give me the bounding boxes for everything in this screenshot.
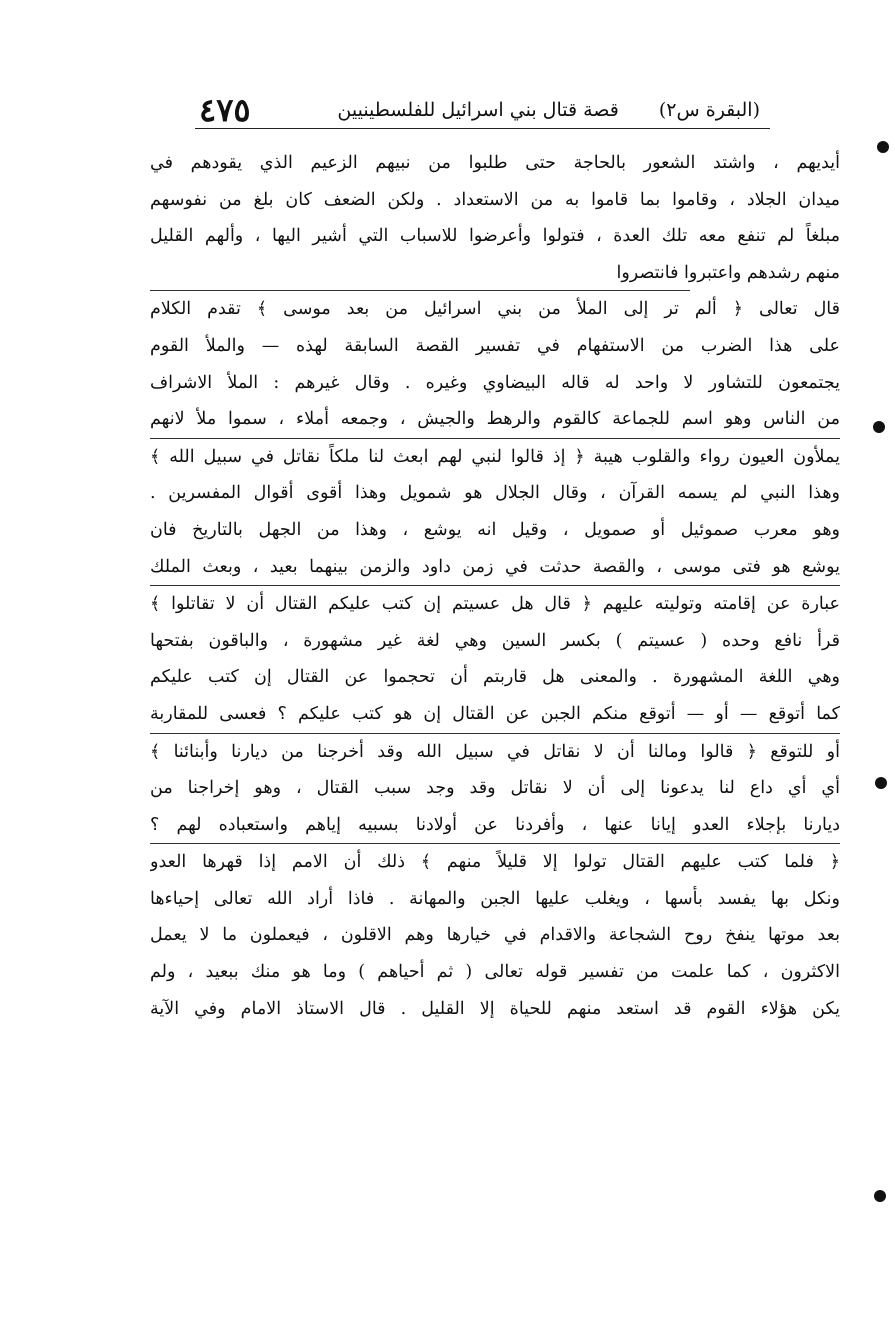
running-title: قصة قتال بني اسرائيل للفلسطينيين bbox=[337, 99, 619, 121]
text-line: وهذا النبي لم يسمه القرآن ، وقال الجلال هو شمويل وهذا أقوى أقوال المفسرين . bbox=[150, 483, 840, 504]
page-number: ٤٧٥ bbox=[199, 91, 251, 129]
text-line: أي أي داع لنا يدعونا إلى أن لا نقاتل وقد وجد سبب القتال ، وهو إخراجنا من bbox=[150, 778, 840, 799]
text-line: مبلغاً لم تنفع معه تلك العدة ، فتولوا وأعرضوا للاسباب التي أشير اليها ، وألهم القليل bbox=[150, 226, 840, 247]
text-line: ميدان الجلاد ، وقاموا بما قاموا به من الاستعداد . ولكن الضعف كان بلغ من نفوسهم bbox=[150, 189, 840, 210]
text-line: يجتمعون للتشاور لا واحد له قاله البيضاوي وغيره . وقال غيرهم : الملأ الاشراف bbox=[150, 372, 840, 393]
page-body bbox=[150, 145, 840, 1027]
text-line: يملأون العيون رواء والقلوب هيبة ﴿ إذ قالوا لنبي لهم ابعث لنا ملكاً نقاتل في سبيل الله ﴾ bbox=[150, 446, 840, 467]
text-line: منهم رشدهم واعتبروا فانتصروا bbox=[150, 255, 840, 292]
text-line: قرأ نافع وحده ( عسيتم ) بكسر السين وهي لغة غير مشهورة ، والباقون بفتحها bbox=[150, 630, 840, 651]
text-line: قال تعالى ﴿ ألم تر إلى الملأ من بني اسرائيل من بعد موسى ﴾ تقدم الكلام bbox=[150, 299, 840, 320]
text-line: أيديهم ، واشتد الشعور بالحاجة حتى طلبوا من نبيهم الزعيم الذي يقودهم في bbox=[150, 153, 840, 173]
binding-hole-mark bbox=[875, 777, 887, 789]
chapter-reference: (البقرة س٢) bbox=[658, 99, 760, 121]
binding-hole-mark bbox=[873, 421, 885, 433]
text-line: أو للتوقع ﴿ قالوا ومالنا أن لا نقاتل في سبيل الله وقد أخرجنا من ديارنا وأبنائنا ﴾ bbox=[150, 741, 840, 762]
running-header bbox=[195, 92, 770, 129]
text-line: وهي اللغة المشهورة . والمعنى هل قاربتم أن تحجموا عن القتال إن كتب عليكم bbox=[150, 667, 840, 688]
text-line: وهو معرب صموئيل أو صمويل ، وقيل انه يوشع ، وهذا من الجهل بالتاريخ فان bbox=[150, 519, 840, 540]
text-line: يكن هؤلاء القوم قد استعد منهم للحياة إلا القليل . قال الاستاذ الامام وفي الآية bbox=[150, 998, 840, 1019]
binding-hole-mark bbox=[877, 141, 889, 153]
text-line: يوشع هو فتى موسى ، والقصة حدثت في زمن داود والزمن بينهما بعيد ، وبعث الملك bbox=[150, 549, 840, 587]
text-line: كما أتوقع — أو — أتوقع منكم الجبن عن القتال إن هو كتب عليكم ؟ فعسى للمقاربة bbox=[150, 696, 840, 734]
text-line: ديارنا بإجلاء العدو إيانا عنها ، وأفردنا عن أولادنا بسبيه إياهم واستعباده لهم ؟ bbox=[150, 807, 840, 845]
binding-hole-mark bbox=[874, 1190, 886, 1202]
text-line: الاكثرون ، كما علمت من تفسير قوله تعالى ( ثم أحياهم ) وما هو منك ببعيد ، ولم bbox=[150, 962, 840, 983]
text-line: ﴿ فلما كتب عليهم القتال تولوا إلا قليلاً منهم ﴾ ذلك أن الامم إذا قهرها العدو bbox=[150, 852, 840, 873]
text-line: عبارة عن إقامته وتوليته عليهم ﴿ قال هل عسيتم إن كتب عليكم القتال أن لا تقاتلوا ﴾ bbox=[150, 594, 840, 615]
text-line: من الناس وهو اسم للجماعة كالقوم والرهط والجيش ، وجمعه أملاء ، سموا ملأ لانهم bbox=[150, 401, 840, 439]
text-line: ونكل بها يفسد بأسها ، ويغلب عليها الجبن والمهانة . فاذا أراد الله تعالى إحياءها bbox=[150, 888, 840, 909]
text-line: على هذا الضرب من الاستفهام في تفسير القصة السابقة لهذه — والملأ القوم bbox=[150, 335, 840, 356]
text-line: بعد موتها ينفخ روح الشجاعة والاقدام في خيارها وهم الاقلون ، فيعملون ما لا يعمل bbox=[150, 925, 840, 946]
